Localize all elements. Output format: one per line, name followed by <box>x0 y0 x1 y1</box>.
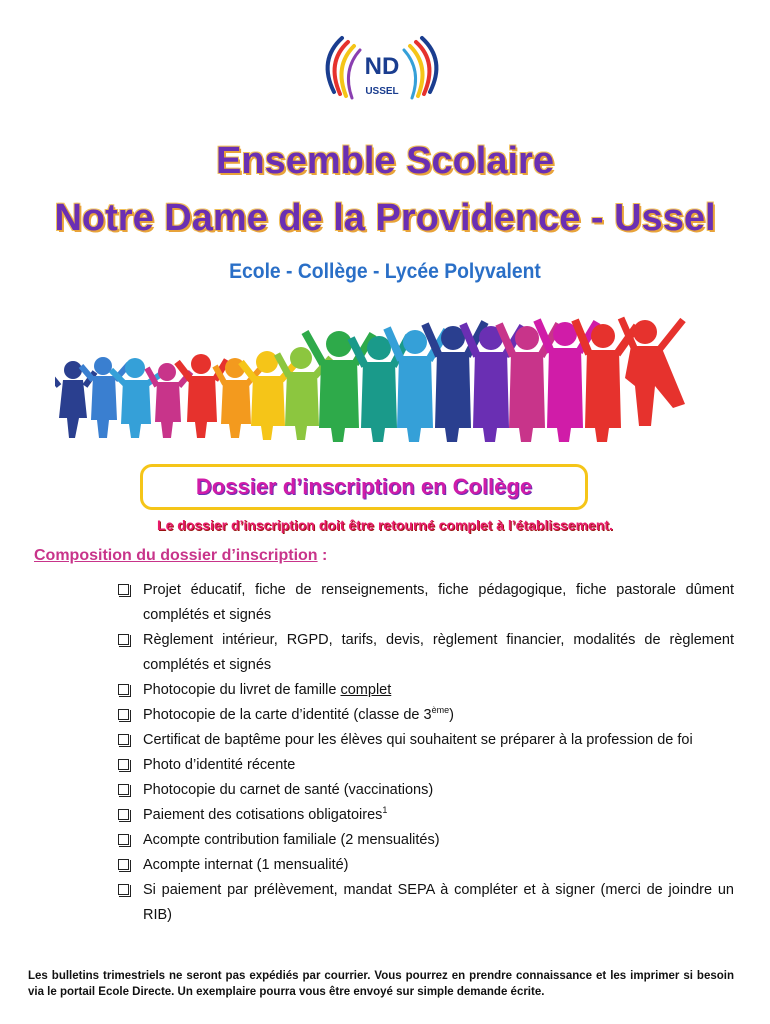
checkbox-icon <box>118 684 129 695</box>
logo-place: USSEL <box>365 86 399 97</box>
list-item-text: Photocopie du carnet de santé (vaccinations) <box>143 782 434 798</box>
page-title-line1: Ensemble Scolaire <box>216 140 554 182</box>
checkbox-icon <box>118 834 129 845</box>
dossier-title-box <box>140 464 588 510</box>
list-item-text: Si paiement par prélèvement, mandat SEPA à compléter et à signer (merci de joindre un RIB) <box>143 882 734 923</box>
list-item-text: Photocopie de la carte d’identité (classe de 3 <box>143 707 432 723</box>
list-item <box>118 828 734 853</box>
dossier-title: Dossier d’inscription en Collège <box>195 474 533 499</box>
checkbox-icon <box>118 884 129 895</box>
list-item <box>118 878 734 928</box>
page-title-line2: Notre Dame de la Providence - Ussel <box>54 197 716 239</box>
list-item-text: Paiement des cotisations obligatoires <box>143 807 383 823</box>
list-item-text: Certificat de baptême pour les élèves qui souhaitent se préparer à la profession de foi <box>143 732 693 748</box>
composition-label: Composition du dossier d’inscription <box>34 547 318 564</box>
footnote-marker: 1 <box>382 805 388 816</box>
list-item <box>118 753 734 778</box>
checkbox-icon <box>118 784 129 795</box>
list-item <box>118 678 734 703</box>
footer-note: Les bulletins trimestriels ne seront pas expédiés par courrier. Vous pourrez en prendre connaissance et les imprimer si besoin via le portail Ecole Directe. Un exemplaire pourra vous être envoyé sur simple demande écrite. <box>28 970 734 998</box>
checkbox-icon <box>118 859 129 870</box>
logo-initials: ND <box>364 53 400 80</box>
list-item <box>118 628 734 678</box>
list-item-text: Projet éducatif, fiche de renseignements, fiche pédagogique, fiche pastorale dûment complétés et signés <box>143 582 734 623</box>
school-logo <box>312 30 452 110</box>
composition-suffix: : <box>317 547 328 564</box>
list-item-suffix: ) <box>449 707 454 723</box>
checkbox-icon <box>118 734 129 745</box>
list-item-text: Photo d’identité récente <box>143 757 296 773</box>
list-item-emphasis: complet <box>340 682 392 698</box>
list-item-text: Photocopie du livret de famille <box>143 682 341 698</box>
list-item <box>118 853 734 878</box>
checkbox-icon <box>118 809 129 820</box>
list-item-superscript: ème <box>431 705 450 716</box>
list-item <box>118 578 734 628</box>
checkbox-icon <box>118 584 129 595</box>
list-item-text: Acompte contribution familiale (2 mensualités) <box>143 832 440 848</box>
checkbox-icon <box>118 759 129 770</box>
list-item-text: Acompte internat (1 mensualité) <box>143 857 349 873</box>
crowd-banner <box>55 308 695 443</box>
list-item <box>118 728 734 753</box>
list-item <box>118 803 734 828</box>
list-item <box>118 778 734 803</box>
list-item <box>118 703 734 728</box>
dancing-crowd-icon <box>55 308 695 443</box>
page-subtitle: Ecole - Collège - Lycée Polyvalent <box>229 260 541 283</box>
required-documents-list <box>118 578 734 928</box>
list-item-text: Règlement intérieur, RGPD, tarifs, devis, règlement financier, modalités de règlement complétés et signés <box>143 632 734 673</box>
nd-logo-icon <box>312 30 452 110</box>
checkbox-icon <box>118 634 129 645</box>
return-notice: Le dossier d’inscription doit être retourné complet à l’établissement. <box>157 517 613 533</box>
composition-heading <box>34 547 327 565</box>
checkbox-icon <box>118 709 129 720</box>
